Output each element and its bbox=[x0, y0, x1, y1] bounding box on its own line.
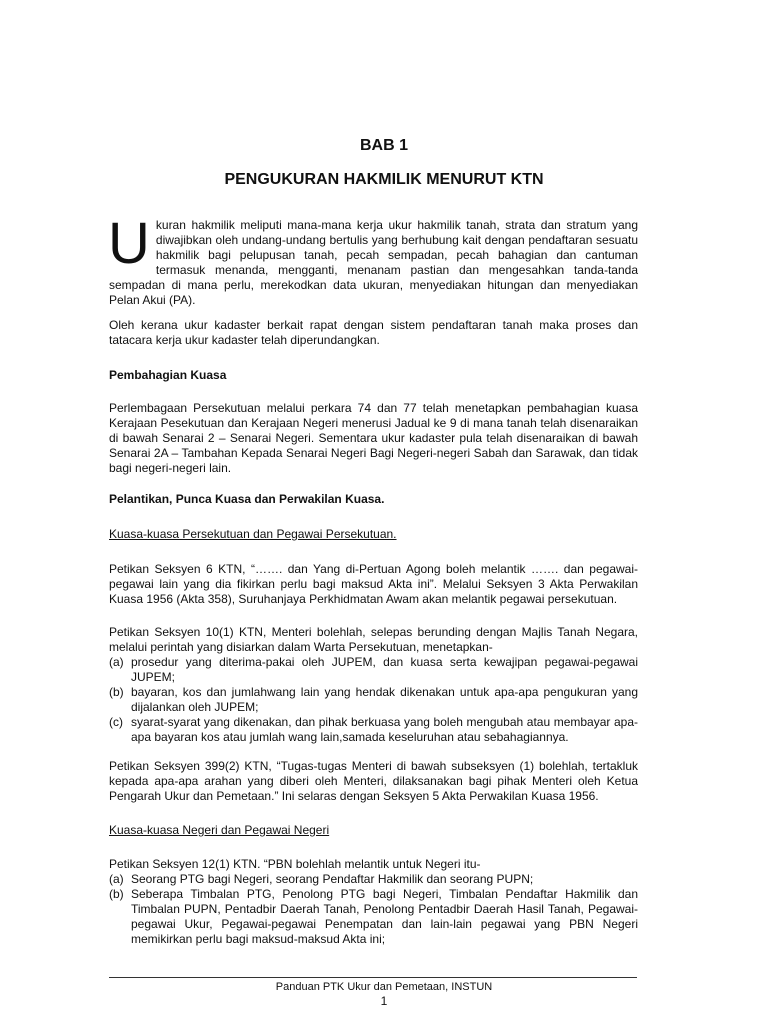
persekutuan-seksyen-10 bbox=[109, 625, 638, 745]
list-item-text: prosedur yang diterima-pakai oleh JUPEM, dan kuasa serta kewajipan pegawai-pegawai JUPEM; bbox=[131, 655, 638, 684]
list-marker: (b) bbox=[109, 887, 124, 901]
chapter-title: PENGUKURAN HAKMILIK MENURUT KTN bbox=[224, 171, 544, 188]
intro-paragraph-1 bbox=[108, 211, 638, 308]
section-heading-pembahagian: Pembahagian Kuasa bbox=[109, 368, 227, 382]
intro-paragraph-1-text: kuran hakmilik meliputi mana-mana kerja ukur hakmilik tanah, strata dan stratum yang diwajibkan oleh undang-undang bertulis yang berhubung kait dengan pendaftaran sesuatu hakmilik bagi pelupusan tanah, pecah sempadan, pecah bahagian dan cantuman termasuk menanda, mengganti, menanam pastian dan mengesahkan tanda-tanda sempadan di mana perlu, merekodkan data ukuran, menyediakan hitungan dan menyediakan Pelan Akui (PA). bbox=[109, 218, 638, 307]
list-marker: (a) bbox=[109, 872, 124, 886]
footer-divider bbox=[109, 977, 637, 978]
seksyen-12-list bbox=[109, 872, 638, 947]
list-item bbox=[109, 872, 638, 887]
subheading-persekutuan: Kuasa-kuasa Persekutuan dan Pegawai Persekutuan. bbox=[109, 527, 397, 541]
list-item bbox=[109, 887, 638, 947]
list-marker: (c) bbox=[109, 715, 123, 729]
seksyen-12-intro: Petikan Seksyen 12(1) KTN. “PBN bolehlah melantik untuk Negeri itu- bbox=[109, 857, 481, 871]
list-item bbox=[109, 655, 638, 685]
footer-title: Panduan PTK Ukur dan Pemetaan, INSTUN bbox=[275, 981, 493, 993]
list-item bbox=[109, 685, 638, 715]
list-marker: (b) bbox=[109, 685, 124, 699]
list-item-text: syarat-syarat yang dikenakan, dan pihak berkuasa yang boleh mengubah atau membayar apa-apa bayaran kos atau jumlah wang lain,samada keseluruhan atau sebahagiannya. bbox=[131, 715, 638, 744]
list-marker: (a) bbox=[109, 655, 124, 669]
list-item-text: Seorang PTG bagi Negeri, seorang Pendaftar Hakmilik dan seorang PUPN; bbox=[131, 872, 534, 886]
drop-cap: U bbox=[108, 211, 150, 276]
list-item-text: bayaran, kos dan jumlahwang lain yang hendak dikenakan untuk apa-apa pengukuran yang dijalankan oleh JUPEM; bbox=[131, 685, 638, 714]
pembahagian-paragraph: Perlembagaan Persekutuan melalui perkara 74 dan 77 telah menetapkan pembahagian kuasa Kerajaan Pesekutuan dan Kerajaan Negeri menerusi Jadual ke 9 di mana tanah telah disenaraikan di bawah Senarai 2 – Senarai Negeri. Sementara ukur kadaster pula telah disenaraikan di bawah Senarai 2A – Tambahan Kepada Senarai Negeri Bagi Negeri-negeri Sabah dan Sarawak, dan tidak bagi negeri-negeri lain. bbox=[109, 401, 638, 475]
list-item-text: Seberapa Timbalan PTG, Penolong PTG bagi Negeri, Timbalan Pendaftar Hakmilik dan Timbalan PUPN, Pentadbir Daerah Tanah, Penolong Pentadbir Daerah Hasil Tanah, Pegawai-pegawai Ukur, Pegawai-pegawai Penempatan dan lain-lain pegawai yang PBN Negeri memikirkan perlu bagi maksud-maksud Akta ini; bbox=[131, 887, 638, 946]
list-item bbox=[109, 715, 638, 745]
subheading-negeri: Kuasa-kuasa Negeri dan Pegawai Negeri bbox=[109, 823, 330, 837]
intro-paragraph-2: Oleh kerana ukur kadaster berkait rapat dengan sistem pendaftaran tanah maka proses dan tatacara kerja ukur kadaster telah diperundangkan. bbox=[109, 318, 638, 347]
section-heading-pelantikan: Pelantikan, Punca Kuasa dan Perwakilan Kuasa. bbox=[109, 492, 385, 506]
persekutuan-paragraph-3: Petikan Seksyen 399(2) KTN, “Tugas-tugas Menteri di bawah subseksyen (1) bolehlah, tertakluk kepada apa-apa arahan yang diberi oleh Menteri, dilaksanakan bagi pihak Menteri oleh Ketua Pengarah Ukur dan Pemetaan.” Ini selaras dengan Seksyen 5 Akta Perwakilan Kuasa 1956. bbox=[109, 759, 638, 803]
page-number: 1 bbox=[380, 994, 388, 1008]
seksyen-10-list bbox=[109, 655, 638, 745]
seksyen-10-intro: Petikan Seksyen 10(1) KTN, Menteri bolehlah, selepas berunding dengan Majlis Tanah Negara, melalui perintah yang disiarkan dalam Warta Persekutuan, menetapkan- bbox=[109, 625, 638, 654]
persekutuan-paragraph-1: Petikan Seksyen 6 KTN, “……. dan Yang di-Pertuan Agong boleh melantik ……. dan pegawai-pegawai lain yang dia fikirkan perlu bagi maksud Akta ini”. Melalui Seksyen 3 Akta Perwakilan Kuasa 1956 (Akta 358), Suruhanjaya Perkhidmatan Awam akan melantik pegawai persekutuan. bbox=[109, 562, 638, 606]
chapter-label: BAB 1 bbox=[359, 137, 408, 154]
negeri-seksyen-12 bbox=[109, 857, 638, 947]
